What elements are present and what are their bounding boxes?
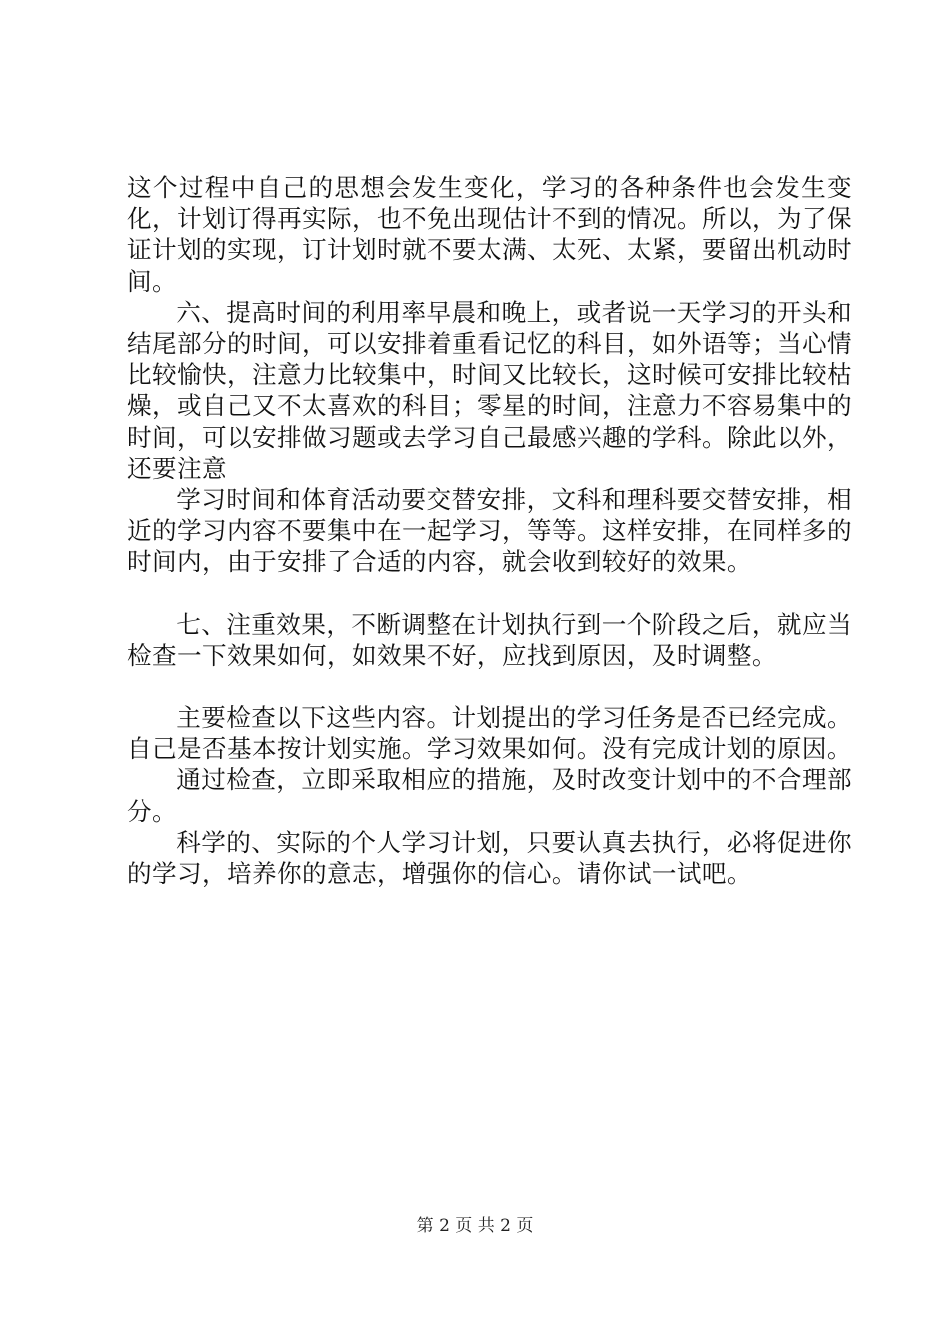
page-number-footer: 第 2 页 共 2 页 [416,1216,534,1236]
paragraph-take-measures: 通过检查，立即采取相应的措施，及时改变计划中的不合理部分。 [127,765,852,826]
paragraph-continuation: 这个过程中自己的思想会发生变化，学习的各种条件也会发生变化，计划订得再实际，也不免出现估计不到的情况。所以，为了保证计划的实现，订计划时就不要太满、太死、太紧，要留出机动时间。 [127,173,852,296]
paragraph-section-six: 六、提高时间的利用率早晨和晚上，或者说一天学习的开头和结尾部分的时间，可以安排着重看记忆的科目，如外语等；当心情比较愉快，注意力比较集中，时间又比较长，这时候可安排比较枯燥，或自己又不太喜欢的科目；零星的时间，注意力不容易集中的时间，可以安排做习题或去学习自己最感兴趣的学科。除此以外，还要注意 [127,297,852,483]
document-body [127,172,852,889]
paragraph-conclusion: 科学的、实际的个人学习计划，只要认真去执行，必将促进你的学习，培养你的意志，增强你的信心。请你试一试吧。 [127,827,852,889]
paragraph-section-seven: 七、注重效果，不断调整在计划执行到一个阶段之后，就应当检查一下效果如何，如效果不好，应找到原因，及时调整。 [127,609,852,670]
paragraph-check-contents: 主要检查以下这些内容。计划提出的学习任务是否已经完成。自己是否基本按计划实施。学习效果如何。没有完成计划的原因。 [127,703,852,764]
paragraph-alternate-schedule: 学习时间和体育活动要交替安排，文科和理科要交替安排，相近的学习内容不要集中在一起学习，等等。这样安排，在同样多的时间内，由于安排了合适的内容，就会收到较好的效果。 [127,485,852,577]
